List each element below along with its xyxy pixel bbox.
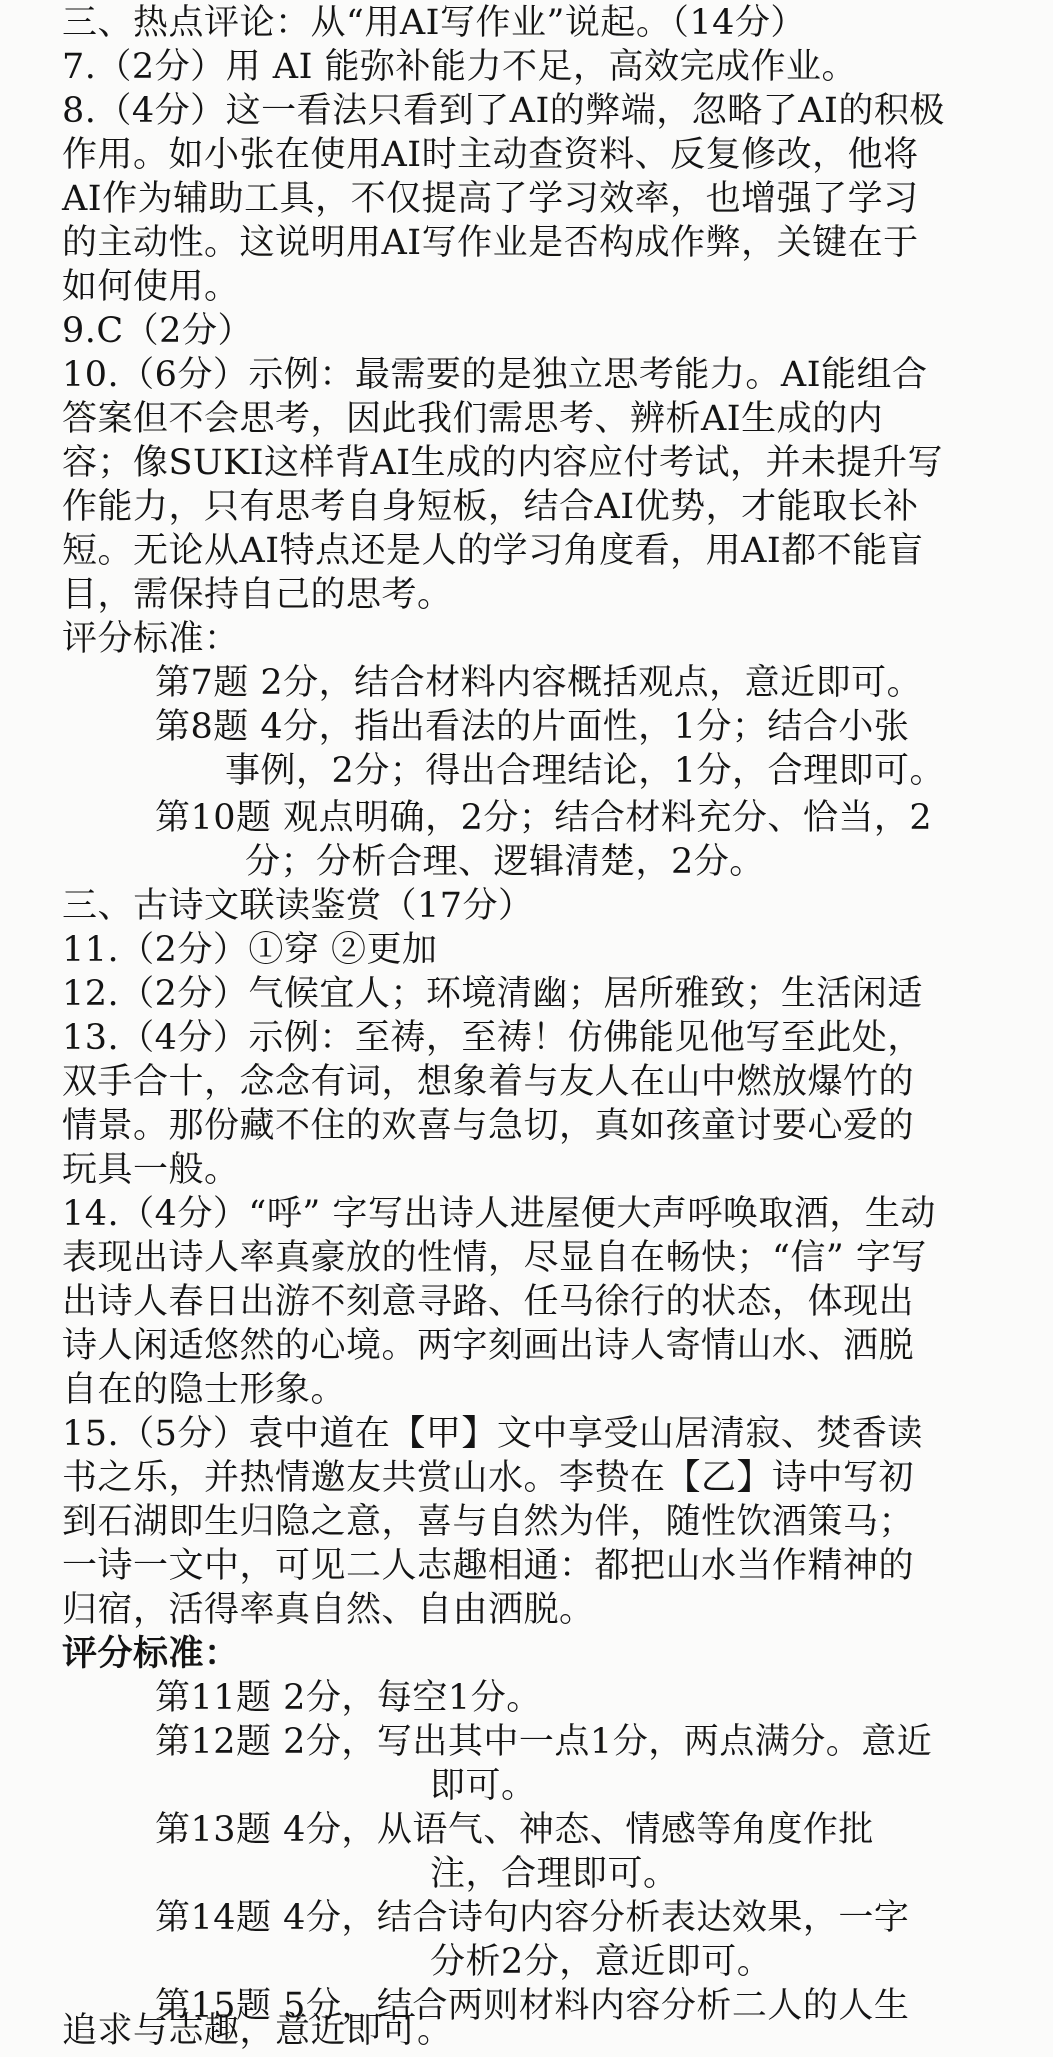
criteria-item: 第10题 观点明确，2分；结合材料充分、恰当，2 (155, 798, 933, 838)
answer-q10-line: 作能力，只有思考自身短板，结合AI优势，才能取长补 (62, 487, 919, 527)
answer-q10-line: 容；像SUKI这样背AI生成的内容应付考试，并未提升写 (62, 443, 944, 483)
criteria-item: 事例，2分；得出合理结论，1分，合理即可。 (225, 751, 946, 791)
answer-q8-line: 如何使用。 (62, 267, 240, 307)
answer-q14-line: 表现出诗人率真豪放的性情，尽显自在畅快；“信” 字写 (62, 1238, 927, 1278)
answer-q11: 11.（2分）①穿 ②更加 (62, 930, 438, 970)
criteria-item: 追求与志趣，意近即可。 (62, 2011, 453, 2051)
answer-q13-line: 玩具一般。 (62, 1150, 240, 1190)
criteria-item: 第13题 4分，从语气、神态、情感等角度作批 (155, 1810, 874, 1850)
answer-q10-line: 10.（6分）示例：最需要的是独立思考能力。AI能组合 (62, 355, 928, 395)
criteria-item: 第7题 2分，结合材料内容概括观点，意近即可。 (155, 663, 923, 703)
criteria-item: 第11题 2分，每空1分。 (155, 1678, 542, 1718)
answer-q14-line: 诗人闲适悠然的心境。两字刻画出诗人寄情山水、洒脱 (62, 1326, 915, 1366)
criteria-item: 即可。 (430, 1766, 537, 1806)
criteria-item: 第8题 4分，指出看法的片面性，1分；结合小张 (155, 707, 910, 747)
answer-q15-line: 15.（5分）袁中道在【甲】文中享受山居清寂、焚香读 (62, 1414, 923, 1454)
answer-q8-line: 作用。如小张在使用AI时主动查资料、反复修改，他将 (62, 135, 919, 175)
answer-q9: 9.C（2分） (62, 311, 253, 351)
answer-q15-line: 归宿，活得率真自然、自由洒脱。 (62, 1590, 595, 1630)
answer-q8-line: AI作为辅助工具，不仅提高了学习效率，也增强了学习 (62, 179, 919, 219)
answer-q10-line: 答案但不会思考，因此我们需思考、辨析AI生成的内 (62, 399, 884, 439)
criteria-heading: 评分标准： (62, 1633, 240, 1674)
criteria-heading: 评分标准： (62, 619, 240, 659)
criteria-item: 注，合理即可。 (430, 1854, 679, 1894)
answer-q13-line: 情景。那份藏不住的欢喜与急切，真如孩童讨要心爱的 (62, 1106, 915, 1146)
answer-q15-line: 一诗一文中，可见二人志趣相通：都把山水当作精神的 (62, 1546, 915, 1586)
criteria-item: 第14题 4分，结合诗句内容分析表达效果，一字 (155, 1898, 910, 1938)
criteria-item: 分；分析合理、逻辑清楚，2分。 (245, 842, 765, 882)
answer-q14-line: 14.（4分）“呼” 字写出诗人进屋便大声呼唤取酒，生动 (62, 1194, 936, 1234)
answer-q14-line: 出诗人春日出游不刻意寻路、任马徐行的状态，体现出 (62, 1282, 915, 1322)
answer-q8-line: 8.（4分）这一看法只看到了AI的弊端，忽略了AI的积极 (62, 91, 945, 131)
answer-q7: 7.（2分）用 AI 能弥补能力不足，高效完成作业。 (62, 47, 858, 87)
section-heading-poetry: 三、古诗文联读鉴赏（17分） (62, 886, 534, 926)
criteria-item: 第15题 5分，结合两则材料内容分析二人的人生 (155, 1986, 910, 2026)
answer-q15-line: 到石湖即生归隐之意，喜与自然为伴，随性饮酒策马； (62, 1502, 915, 1542)
answer-q14-line: 自在的隐士形象。 (62, 1370, 347, 1410)
answer-q10-line: 短。无论从AI特点还是人的学习角度看，用AI都不能盲 (62, 531, 924, 571)
criteria-item: 第12题 2分，写出其中一点1分，两点满分。意近 (155, 1722, 933, 1762)
section-heading-hotspot: 三、热点评论：从“用AI写作业”说起。（14分） (62, 3, 806, 43)
answer-q8-line: 的主动性。这说明用AI写作业是否构成作弊，关键在于 (62, 223, 919, 263)
answer-q12: 12.（2分）气候宜人；环境清幽；居所雅致；生活闲适 (62, 974, 923, 1014)
answer-q15-line: 书之乐，并热情邀友共赏山水。李贽在【乙】诗中写初 (62, 1458, 915, 1498)
answer-q13-line: 双手合十，念念有词，想象着与友人在山中燃放爆竹的 (62, 1062, 915, 1102)
criteria-item: 分析2分，意近即可。 (430, 1942, 773, 1982)
answer-q13-line: 13.（4分）示例：至祷，至祷！仿佛能见他写至此处， (62, 1018, 923, 1058)
answer-q10-line: 目，需保持自己的思考。 (62, 575, 453, 615)
